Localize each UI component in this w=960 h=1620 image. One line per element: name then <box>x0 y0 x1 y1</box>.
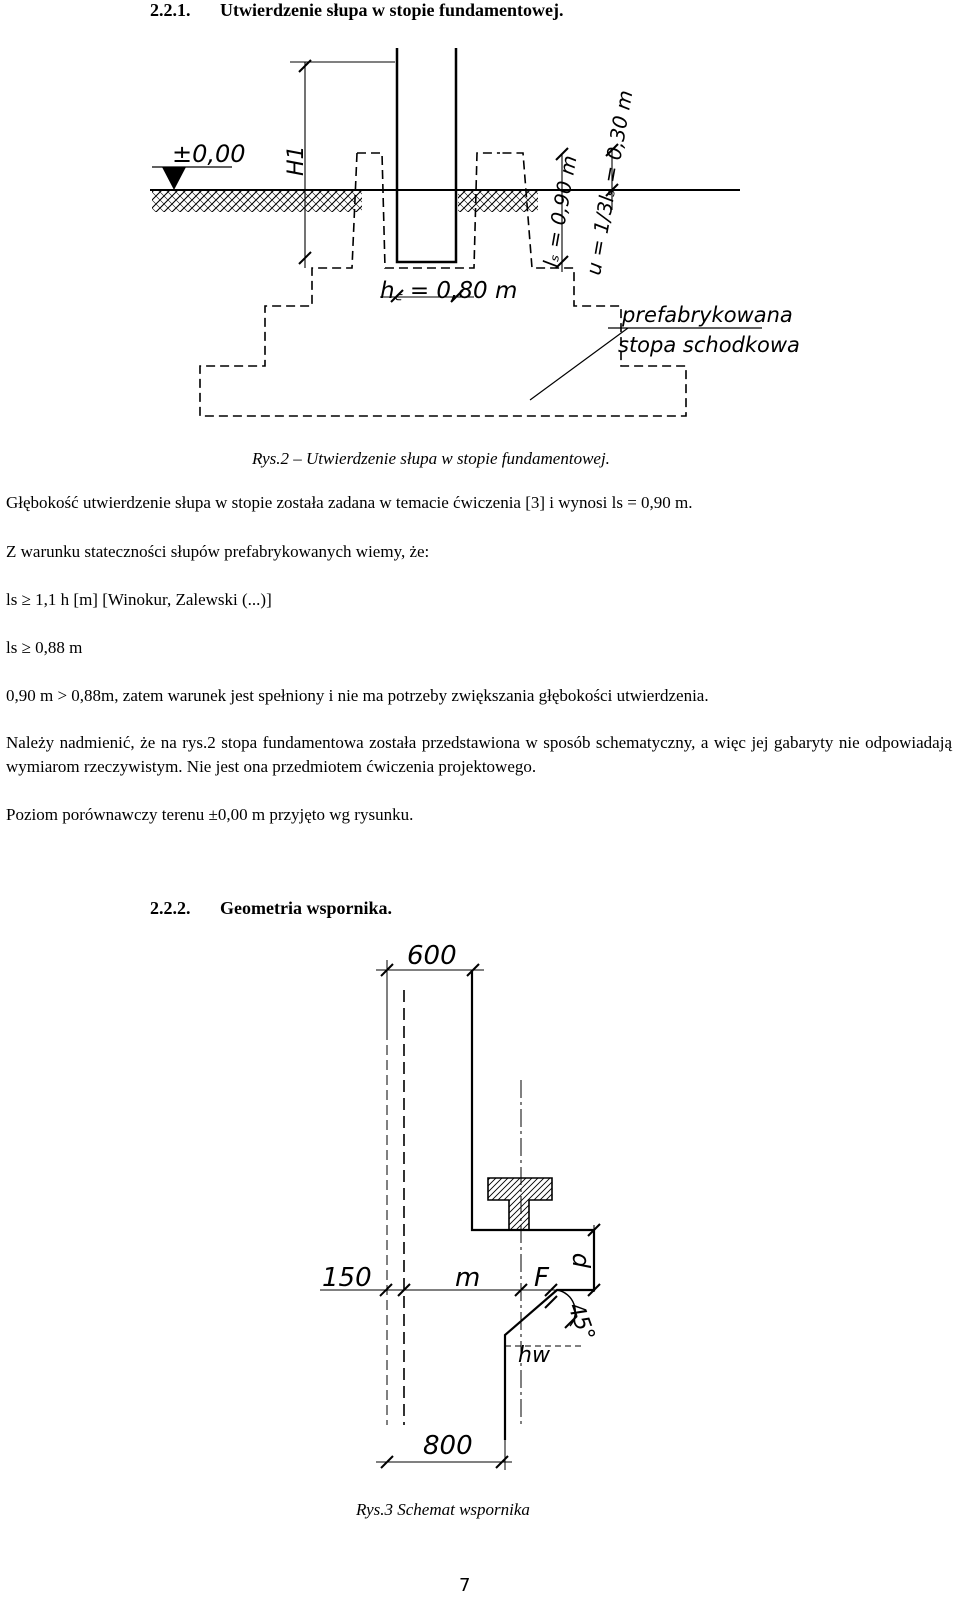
level-label: ±0,00 <box>172 140 246 168</box>
formula-line: ls ≥ 0,88 m <box>6 638 83 657</box>
dim-600: 600 <box>407 941 457 971</box>
figure-caption: Rys.3 Schemat wspornika <box>356 1500 530 1519</box>
ls-label: lₛ = 0,90 m <box>538 153 582 269</box>
note-line-2: stopa schodkowa <box>618 333 800 357</box>
note-line-1: prefabrykowana <box>622 303 793 327</box>
section-heading-2-2-2 <box>150 898 392 919</box>
dim-m: m <box>455 1263 481 1293</box>
figure-caption: Rys.2 – Utwierdzenie słupa w stopie fundamentowej. <box>252 449 610 468</box>
angle-45: 45° <box>562 1299 600 1345</box>
beam-section <box>488 1178 552 1230</box>
h1-label: H1 <box>284 145 309 176</box>
section-title: Utwierdzenie słupa w stopie fundamentowej. <box>220 0 564 20</box>
formula-line: ls ≥ 1,1 h [m] [Winokur, Zalewski (...)] <box>6 590 272 609</box>
corbel-outline <box>472 970 594 1440</box>
paragraph: Poziom porównawczy terenu ±0,00 m przyjęto wg rysunku. <box>6 805 414 824</box>
paragraph: 0,90 m > 0,88m, zatem warunek jest spełniony i nie ma potrzeby zwiększania głębokości utwierdzenia. <box>6 686 709 705</box>
paragraph: Należy nadmienić, że na rys.2 stopa fundamentowa została przedstawiona w sposób schematyczny, a więc jej gabaryty nie odpowiadają wymiarom rzeczywistym. Nie jest ona przedmiotem ćwiczenia projektowego. <box>6 733 952 776</box>
section-number: 2.2.2. <box>150 898 191 918</box>
paragraph: Z warunku stateczności słupów prefabrykowanych wiemy, że: <box>6 542 430 561</box>
section-number: 2.2.1. <box>150 0 191 20</box>
dim-800: 800 <box>423 1431 473 1461</box>
hc-label: h꜀ = 0,80 m <box>380 278 518 304</box>
dim-p: p <box>564 1252 592 1268</box>
ground-hatch <box>152 190 362 212</box>
u-label: u = 1/3lₛ = 0,30 m <box>581 88 638 277</box>
dim-F: F <box>534 1263 549 1293</box>
figure-column-foundation <box>0 0 960 440</box>
dim-hw: hw <box>518 1343 550 1368</box>
column <box>397 48 456 262</box>
page-number: 7 <box>459 1575 471 1596</box>
figure-corbel <box>0 930 960 1490</box>
dim-150: 150 <box>322 1263 372 1293</box>
section-title: Geometria wspornika. <box>220 898 392 918</box>
paragraph: Głębokość utwierdzenie słupa w stopie została zadana w temacie ćwiczenia [3] i wynosi ls = 0,90 m. <box>6 493 693 512</box>
level-marker-icon <box>162 167 186 190</box>
